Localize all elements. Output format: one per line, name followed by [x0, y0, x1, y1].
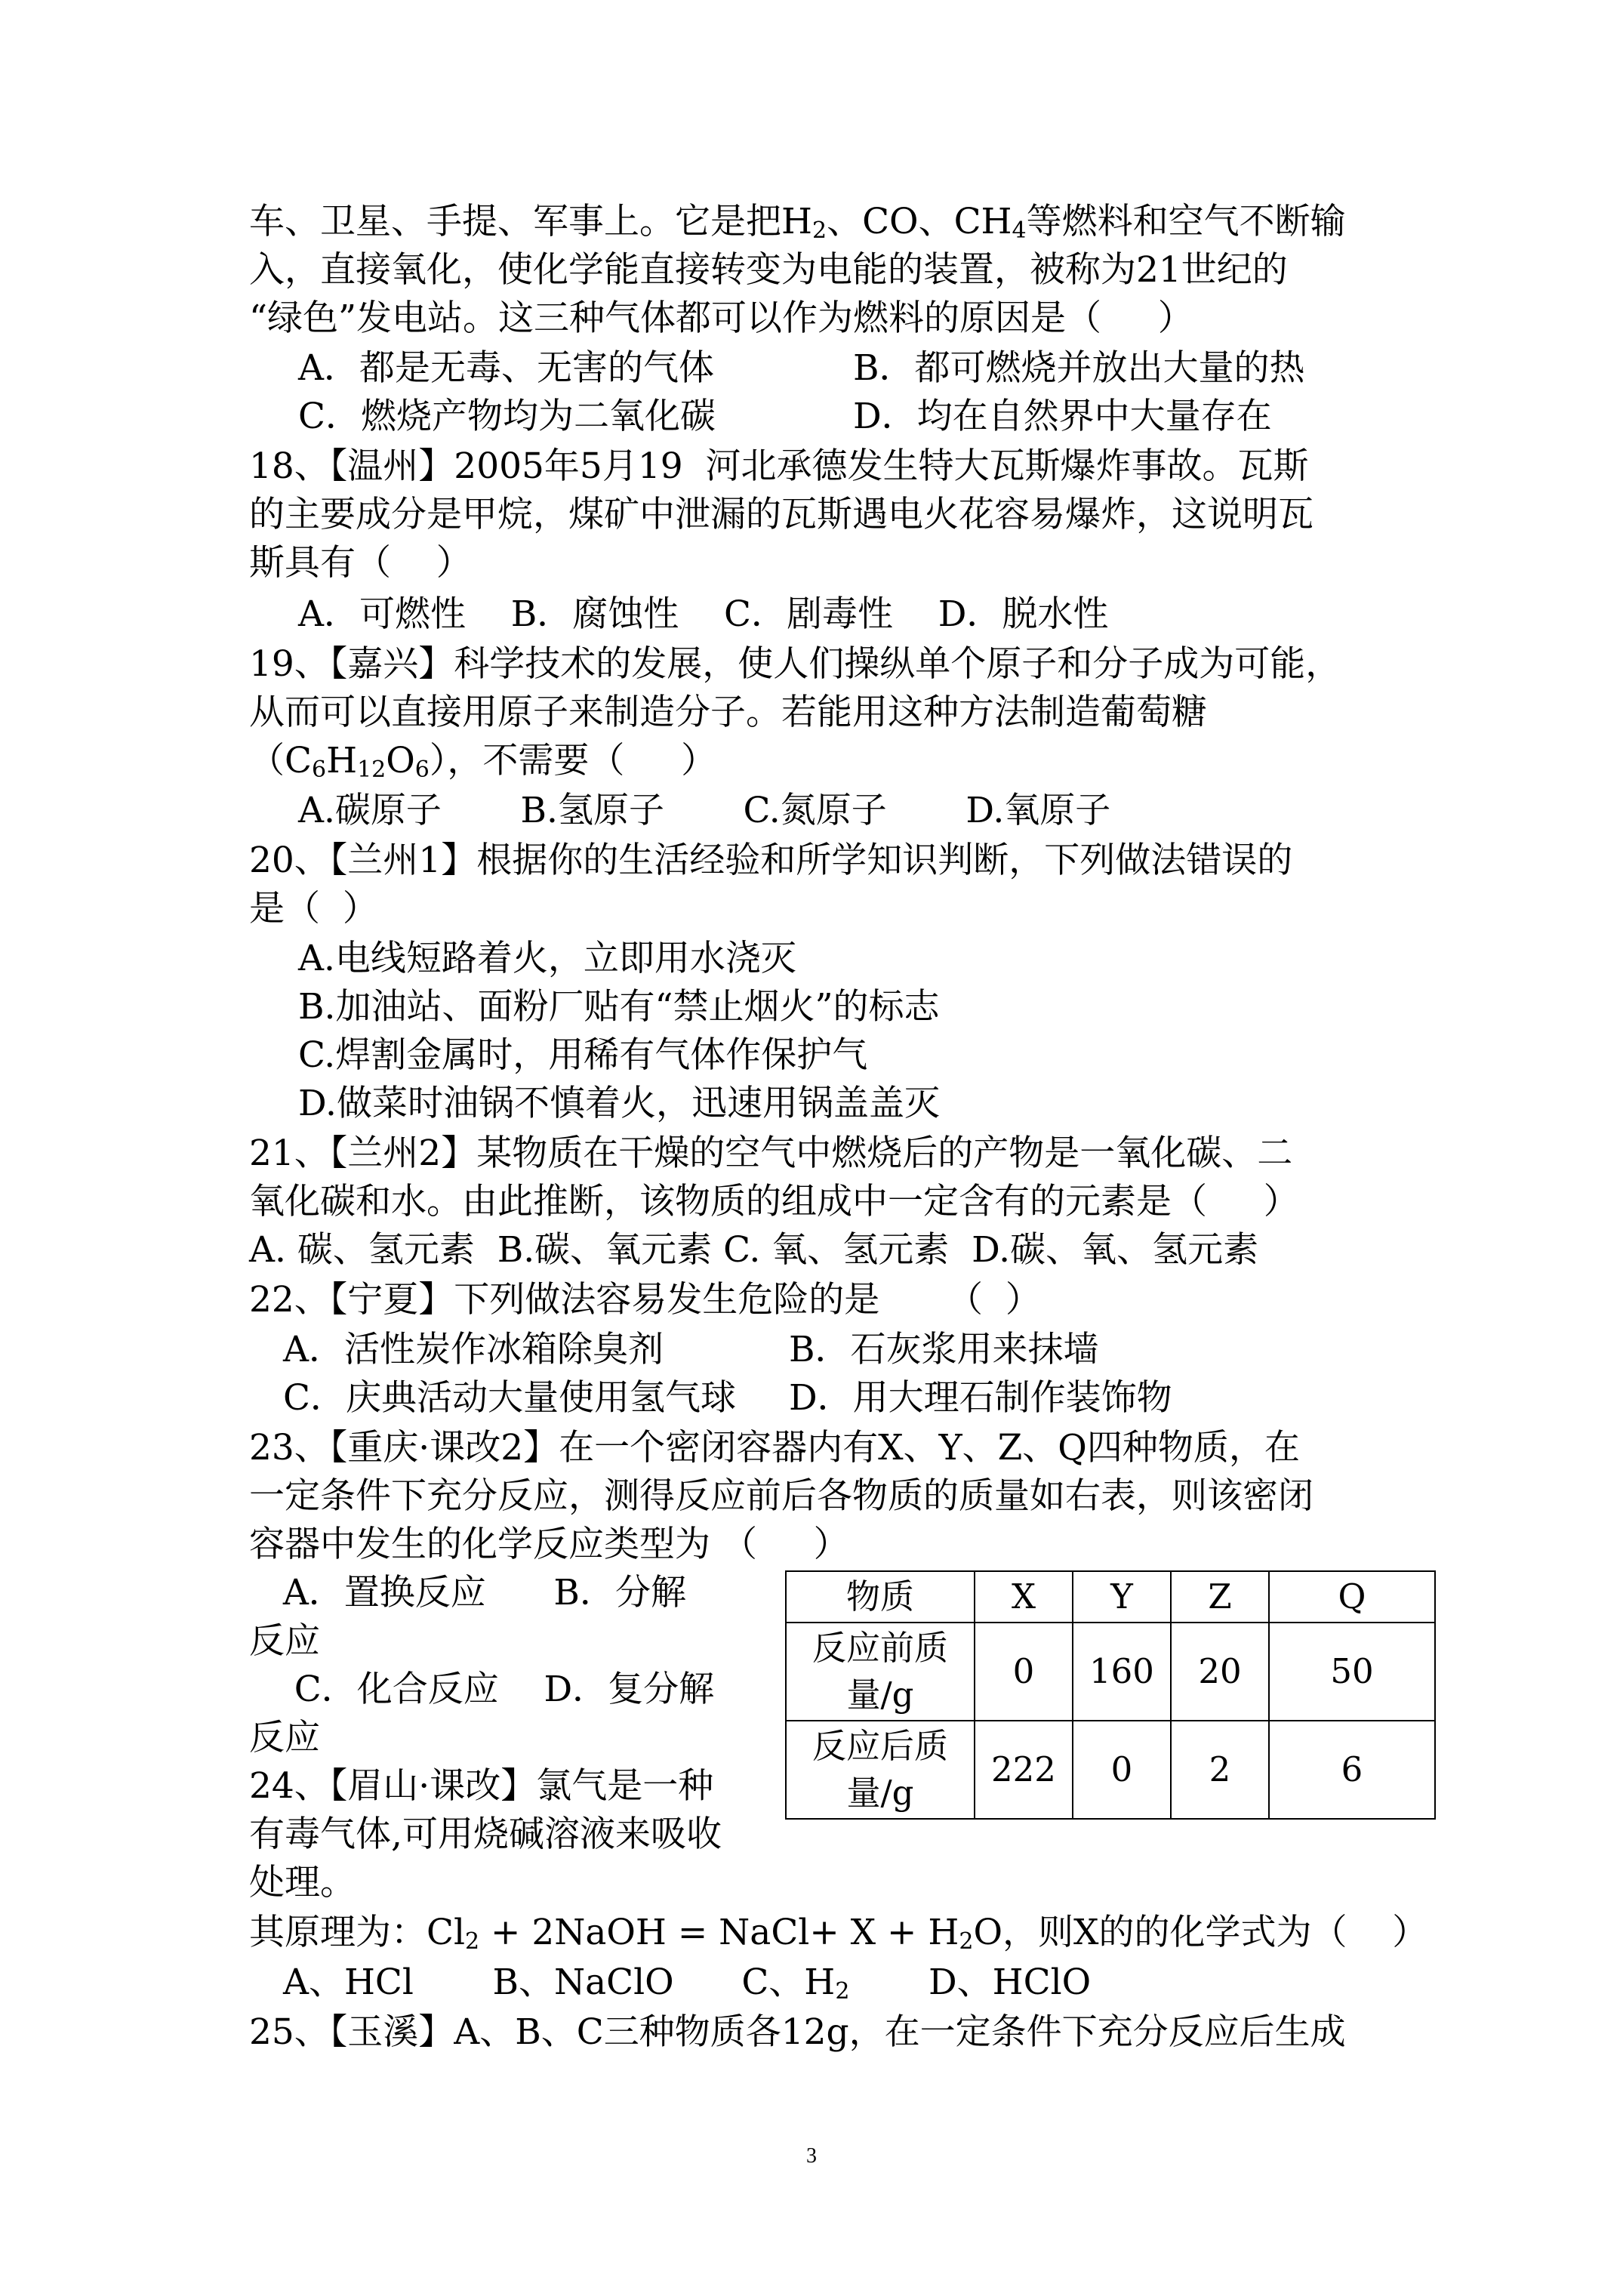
option-d: D．用大理石制作装饰物	[789, 1377, 1172, 1419]
question-24-options: A、HCl B、NaClO C、$H_2$ D、HClO	[283, 1962, 1092, 2005]
table-row	[786, 1721, 1435, 1819]
question-20-option-d: D.做菜时油锅不慎着火，迅速用锅盖盖灭	[298, 1083, 940, 1124]
table-header-cell: Y	[1073, 1571, 1171, 1623]
question-25-stem: 25、【玉溪】A、B、C三种物质各12g，在一定条件下充分反应后生成	[249, 2011, 1346, 2053]
option-a: A．活性炭作冰箱除臭剂	[283, 1329, 664, 1370]
table-header-row	[786, 1571, 1435, 1623]
question-19-options: A.碳原子 B.氢原子 C.氮原子 D.氧原子	[298, 790, 1111, 831]
question-20-option-a: A.电线短路着火，立即用水浇灭	[298, 938, 796, 979]
question-17-options-row2	[298, 393, 1476, 441]
question-17-options-row1	[298, 344, 1476, 393]
question-21-stem: 21、【兰州2】某物质在干燥的空气中燃烧后的产物是一氧化碳、二	[249, 1133, 1293, 1174]
text-line: 反应	[249, 1717, 320, 1758]
question-18-options: A．可燃性 B．腐蚀性 C．剧毒性 D．脱水性	[298, 593, 1109, 635]
text-line: 是（ ）	[249, 888, 378, 929]
text-line: 氧化碳和水。由此推断，该物质的组成中一定含有的元素是（ ）	[249, 1181, 1299, 1222]
table-cell: 0	[1073, 1721, 1171, 1819]
option-d: D．均在自然界中大量存在	[853, 396, 1272, 437]
text-line: 车、卫星、手提、军事上。它是把$H_2$、CO、$CH_4$等燃料和空气不断输	[249, 201, 1346, 244]
text-line: 从而可以直接用原子来制造分子。若能用这种方法制造葡萄糖	[249, 692, 1207, 733]
text-line: 处理。	[249, 1862, 356, 1903]
question-22-options-row2	[283, 1374, 1461, 1422]
question-22-stem: 22、【宁夏】下列做法容易发生危险的是 （ ）	[249, 1279, 1041, 1321]
table-cell: 20	[1171, 1623, 1269, 1721]
table-header-cell: Q	[1269, 1571, 1435, 1623]
question-20-option-b: B.加油站、面粉厂贴有“禁止烟火”的标志	[298, 986, 940, 1028]
question-19-stem: 19、【嘉兴】科学技术的发展，使人们操纵单个原子和分子成为可能，	[249, 643, 1341, 685]
question-21-options: A. 碳、氢元素 B.碳、氧元素 C. 氧、氢元素 D.碳、氧、氢元素	[249, 1229, 1259, 1271]
question-20-stem: 20、【兰州1】根据你的生活经验和所学知识判断，下列做法错误的	[249, 840, 1293, 881]
question-17-stem: “绿色”发电站。这三种气体都可以作为燃料的原因是（ ）	[249, 297, 1193, 339]
table-header-cell: Z	[1171, 1571, 1269, 1623]
table-cell: 160	[1073, 1623, 1171, 1721]
option-a: A．都是无毒、无害的气体	[298, 347, 714, 389]
text-line: $(C_6H_{12}O_6)$，不需要（ ）	[249, 740, 717, 783]
table-row	[786, 1623, 1435, 1721]
table-cell: 6	[1269, 1721, 1435, 1819]
question-18-stem: 18、【温州】2005年5月19 河北承德发生特大瓦斯爆炸事故。瓦斯	[249, 445, 1309, 487]
text-line: 反应	[249, 1620, 320, 1662]
table-header-cell: X	[975, 1571, 1073, 1623]
table-header-cell: 物质	[786, 1571, 975, 1623]
question-24-stem: 24、【眉山·课改】氯气是一种	[249, 1765, 714, 1807]
table-cell: 2	[1171, 1721, 1269, 1819]
question-20-option-c: C.焊割金属时，用稀有气体作保护气	[298, 1034, 868, 1076]
option-b: B．都可燃烧并放出大量的热	[853, 347, 1305, 389]
text-line: 斯具有（ ）	[249, 542, 472, 584]
option-c: C．燃烧产物均为二氧化碳	[298, 396, 716, 437]
table-cell: 50	[1269, 1623, 1435, 1721]
question-23-stem: 23、【重庆·课改2】在一个密闭容器内有X、Y、Z、Q四种物质，在	[249, 1427, 1300, 1469]
text-line: 入，直接氧化，使化学能直接转变为电能的装置，被称为21世纪的	[249, 249, 1288, 291]
text-line: 有毒气体,可用烧碱溶液来吸收	[249, 1814, 722, 1855]
question-22-options-row1	[283, 1326, 1461, 1374]
option-b: B．石灰浆用来抹墙	[789, 1329, 1099, 1370]
text-line: 其原理为：$Cl_2$ + 2NaOH = NaCl+ $X + H_2O$，则X的的化学式为（ ）	[249, 1912, 1428, 1955]
text-line: 容器中发生的化学反应类型为 （ ）	[249, 1524, 849, 1565]
text-line: 的主要成分是甲烷，煤矿中泄漏的瓦斯遇电火花容易爆炸，这说明瓦	[249, 494, 1313, 535]
page-number: 3	[806, 2144, 817, 2168]
mass-table	[785, 1570, 1436, 1820]
option-c: C．庆典活动大量使用氢气球	[283, 1377, 736, 1419]
table-cell: 0	[975, 1623, 1073, 1721]
question-23-options-line: A．置换反应 B．分解	[249, 1572, 686, 1613]
table-row-label: 反应后质 量/g	[786, 1721, 975, 1819]
table-row-label: 反应前质 量/g	[786, 1623, 975, 1721]
table-cell: 222	[975, 1721, 1073, 1819]
question-23-options-line: C．化合反应 D．复分解	[249, 1669, 715, 1710]
text-line: 一定条件下充分反应，测得反应前后各物质的质量如右表，则该密闭	[249, 1475, 1313, 1517]
